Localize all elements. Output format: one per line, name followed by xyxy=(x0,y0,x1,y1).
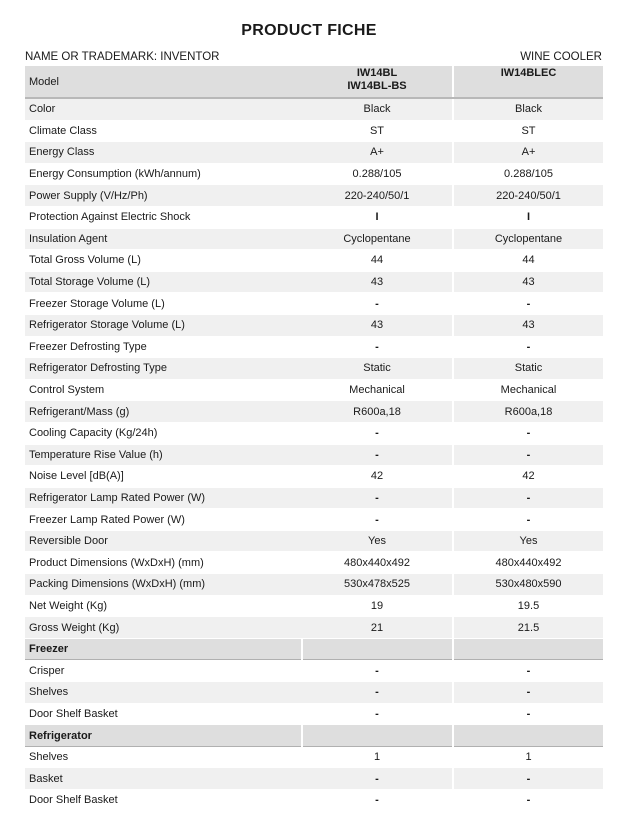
row-value-model-2: R600a,18 xyxy=(453,401,603,423)
table-row xyxy=(25,487,603,509)
row-label: Refrigerator Storage Volume (L) xyxy=(25,314,302,336)
table-row xyxy=(25,314,603,336)
row-label: Gross Weight (Kg) xyxy=(25,617,302,639)
row-value-model-1: 530x478x525 xyxy=(302,574,453,596)
table-row xyxy=(25,185,603,207)
row-value-model-2: 21.5 xyxy=(453,617,603,639)
row-value-model-2: Yes xyxy=(453,530,603,552)
section-empty-cell xyxy=(302,725,453,747)
row-value-model-2: - xyxy=(453,660,603,682)
row-value-model-1: I xyxy=(302,206,453,228)
row-value-model-1: Cyclopentane xyxy=(302,228,453,250)
header-model-1 xyxy=(302,66,453,98)
table-row xyxy=(25,163,603,185)
row-label: Total Gross Volume (L) xyxy=(25,250,302,272)
row-value-model-2: Mechanical xyxy=(453,379,603,401)
table-row xyxy=(25,660,603,682)
row-label: Refrigerator Lamp Rated Power (W) xyxy=(25,487,302,509)
header-label: Model xyxy=(25,66,302,98)
row-value-model-2: - xyxy=(453,682,603,704)
row-label: Energy Class xyxy=(25,142,302,164)
row-value-model-1: 44 xyxy=(302,250,453,272)
row-label: Noise Level [dB(A)] xyxy=(25,466,302,488)
row-value-model-1: - xyxy=(302,682,453,704)
section-header-freezer xyxy=(25,638,603,660)
row-label: Climate Class xyxy=(25,120,302,142)
row-label: Freezer Lamp Rated Power (W) xyxy=(25,509,302,531)
model-1-line-2: IW14BL-BS xyxy=(347,80,407,92)
row-value-model-1: ST xyxy=(302,120,453,142)
row-value-model-1: 220-240/50/1 xyxy=(302,185,453,207)
table-row xyxy=(25,293,603,315)
table-row xyxy=(25,530,603,552)
row-value-model-1: - xyxy=(302,293,453,315)
table-row xyxy=(25,746,603,768)
row-value-model-2: 530x480x590 xyxy=(453,574,603,596)
row-value-model-1: 42 xyxy=(302,466,453,488)
row-value-model-2: - xyxy=(453,293,603,315)
row-value-model-2: - xyxy=(453,336,603,358)
row-label: Refrigerant/Mass (g) xyxy=(25,401,302,423)
table-row xyxy=(25,250,603,272)
row-label: Product Dimensions (WxDxH) (mm) xyxy=(25,552,302,574)
row-value-model-1: - xyxy=(302,703,453,725)
section-empty-cell xyxy=(453,725,603,747)
row-label: Color xyxy=(25,98,302,120)
row-label: Temperature Rise Value (h) xyxy=(25,444,302,466)
row-value-model-1: Yes xyxy=(302,530,453,552)
row-value-model-2: 44 xyxy=(453,250,603,272)
row-value-model-2: - xyxy=(453,703,603,725)
row-label: Crisper xyxy=(25,660,302,682)
row-value-model-2: ST xyxy=(453,120,603,142)
table-row xyxy=(25,466,603,488)
fiche-table-body xyxy=(25,66,603,811)
row-value-model-2: 19.5 xyxy=(453,595,603,617)
row-value-model-1: A+ xyxy=(302,142,453,164)
row-value-model-1: 43 xyxy=(302,314,453,336)
row-value-model-1: - xyxy=(302,336,453,358)
header-model-2: IW14BLEC xyxy=(453,66,603,98)
row-value-model-1: 19 xyxy=(302,595,453,617)
table-row xyxy=(25,768,603,790)
section-header-refrigerator xyxy=(25,725,603,747)
row-value-model-1: 0.288/105 xyxy=(302,163,453,185)
row-value-model-2: 0.288/105 xyxy=(453,163,603,185)
table-row xyxy=(25,422,603,444)
table-row xyxy=(25,682,603,704)
table-row xyxy=(25,120,603,142)
row-value-model-1: - xyxy=(302,422,453,444)
row-label: Freezer Storage Volume (L) xyxy=(25,293,302,315)
model-1-line-1: IW14BL xyxy=(356,67,398,79)
brand-line: NAME OR TRADEMARK: INVENTOR xyxy=(25,51,220,63)
row-value-model-1: Mechanical xyxy=(302,379,453,401)
table-row xyxy=(25,595,603,617)
row-value-model-1: Black xyxy=(302,98,453,120)
table-row xyxy=(25,509,603,531)
row-value-model-1: 480x440x492 xyxy=(302,552,453,574)
table-row xyxy=(25,703,603,725)
row-value-model-2: A+ xyxy=(453,142,603,164)
table-row xyxy=(25,358,603,380)
row-value-model-2: I xyxy=(453,206,603,228)
row-label: Protection Against Electric Shock xyxy=(25,206,302,228)
table-row xyxy=(25,142,603,164)
row-label: Power Supply (V/Hz/Ph) xyxy=(25,185,302,207)
product-category: WINE COOLER xyxy=(520,51,602,63)
row-value-model-2: 42 xyxy=(453,466,603,488)
row-value-model-2: 220-240/50/1 xyxy=(453,185,603,207)
row-label: Basket xyxy=(25,768,302,790)
row-value-model-2: 43 xyxy=(453,314,603,336)
row-value-model-2: Static xyxy=(453,358,603,380)
table-row xyxy=(25,444,603,466)
row-value-model-2: - xyxy=(453,768,603,790)
section-label: Refrigerator xyxy=(25,725,302,747)
table-row xyxy=(25,271,603,293)
row-value-model-1: Static xyxy=(302,358,453,380)
row-label: Insulation Agent xyxy=(25,228,302,250)
section-label: Freezer xyxy=(25,638,302,660)
table-row xyxy=(25,401,603,423)
row-value-model-2: 480x440x492 xyxy=(453,552,603,574)
table-row xyxy=(25,336,603,358)
row-label: Refrigerator Defrosting Type xyxy=(25,358,302,380)
row-value-model-2: 43 xyxy=(453,271,603,293)
row-value-model-1: - xyxy=(302,768,453,790)
row-label: Door Shelf Basket xyxy=(25,703,302,725)
row-value-model-1: - xyxy=(302,660,453,682)
section-empty-cell xyxy=(302,638,453,660)
page-title: PRODUCT FICHE xyxy=(241,22,377,39)
row-value-model-1: 1 xyxy=(302,746,453,768)
row-value-model-2: - xyxy=(453,487,603,509)
row-value-model-1: - xyxy=(302,444,453,466)
row-value-model-1: 43 xyxy=(302,271,453,293)
row-label: Energy Consumption (kWh/annum) xyxy=(25,163,302,185)
row-label: Door Shelf Basket xyxy=(25,790,302,812)
table-header-row xyxy=(25,66,603,98)
row-label: Shelves xyxy=(25,746,302,768)
row-value-model-1: 21 xyxy=(302,617,453,639)
table-row xyxy=(25,574,603,596)
row-value-model-2: - xyxy=(453,444,603,466)
row-label: Total Storage Volume (L) xyxy=(25,271,302,293)
row-label: Freezer Defrosting Type xyxy=(25,336,302,358)
table-row xyxy=(25,790,603,812)
row-value-model-2: Black xyxy=(453,98,603,120)
row-value-model-2: - xyxy=(453,509,603,531)
row-label: Control System xyxy=(25,379,302,401)
row-label: Reversible Door xyxy=(25,530,302,552)
row-value-model-1: - xyxy=(302,487,453,509)
row-value-model-1: R600a,18 xyxy=(302,401,453,423)
row-value-model-2: Cyclopentane xyxy=(453,228,603,250)
row-label: Cooling Capacity (Kg/24h) xyxy=(25,422,302,444)
table-row xyxy=(25,206,603,228)
row-value-model-2: - xyxy=(453,422,603,444)
table-row xyxy=(25,617,603,639)
row-label: Packing Dimensions (WxDxH) (mm) xyxy=(25,574,302,596)
table-row xyxy=(25,379,603,401)
section-empty-cell xyxy=(453,638,603,660)
row-label: Net Weight (Kg) xyxy=(25,595,302,617)
row-value-model-1: - xyxy=(302,790,453,812)
row-value-model-2: 1 xyxy=(453,746,603,768)
product-fiche-table xyxy=(25,66,603,812)
table-row xyxy=(25,228,603,250)
row-value-model-2: - xyxy=(453,790,603,812)
table-row xyxy=(25,552,603,574)
row-value-model-1: - xyxy=(302,509,453,531)
row-label: Shelves xyxy=(25,682,302,704)
table-row xyxy=(25,98,603,120)
